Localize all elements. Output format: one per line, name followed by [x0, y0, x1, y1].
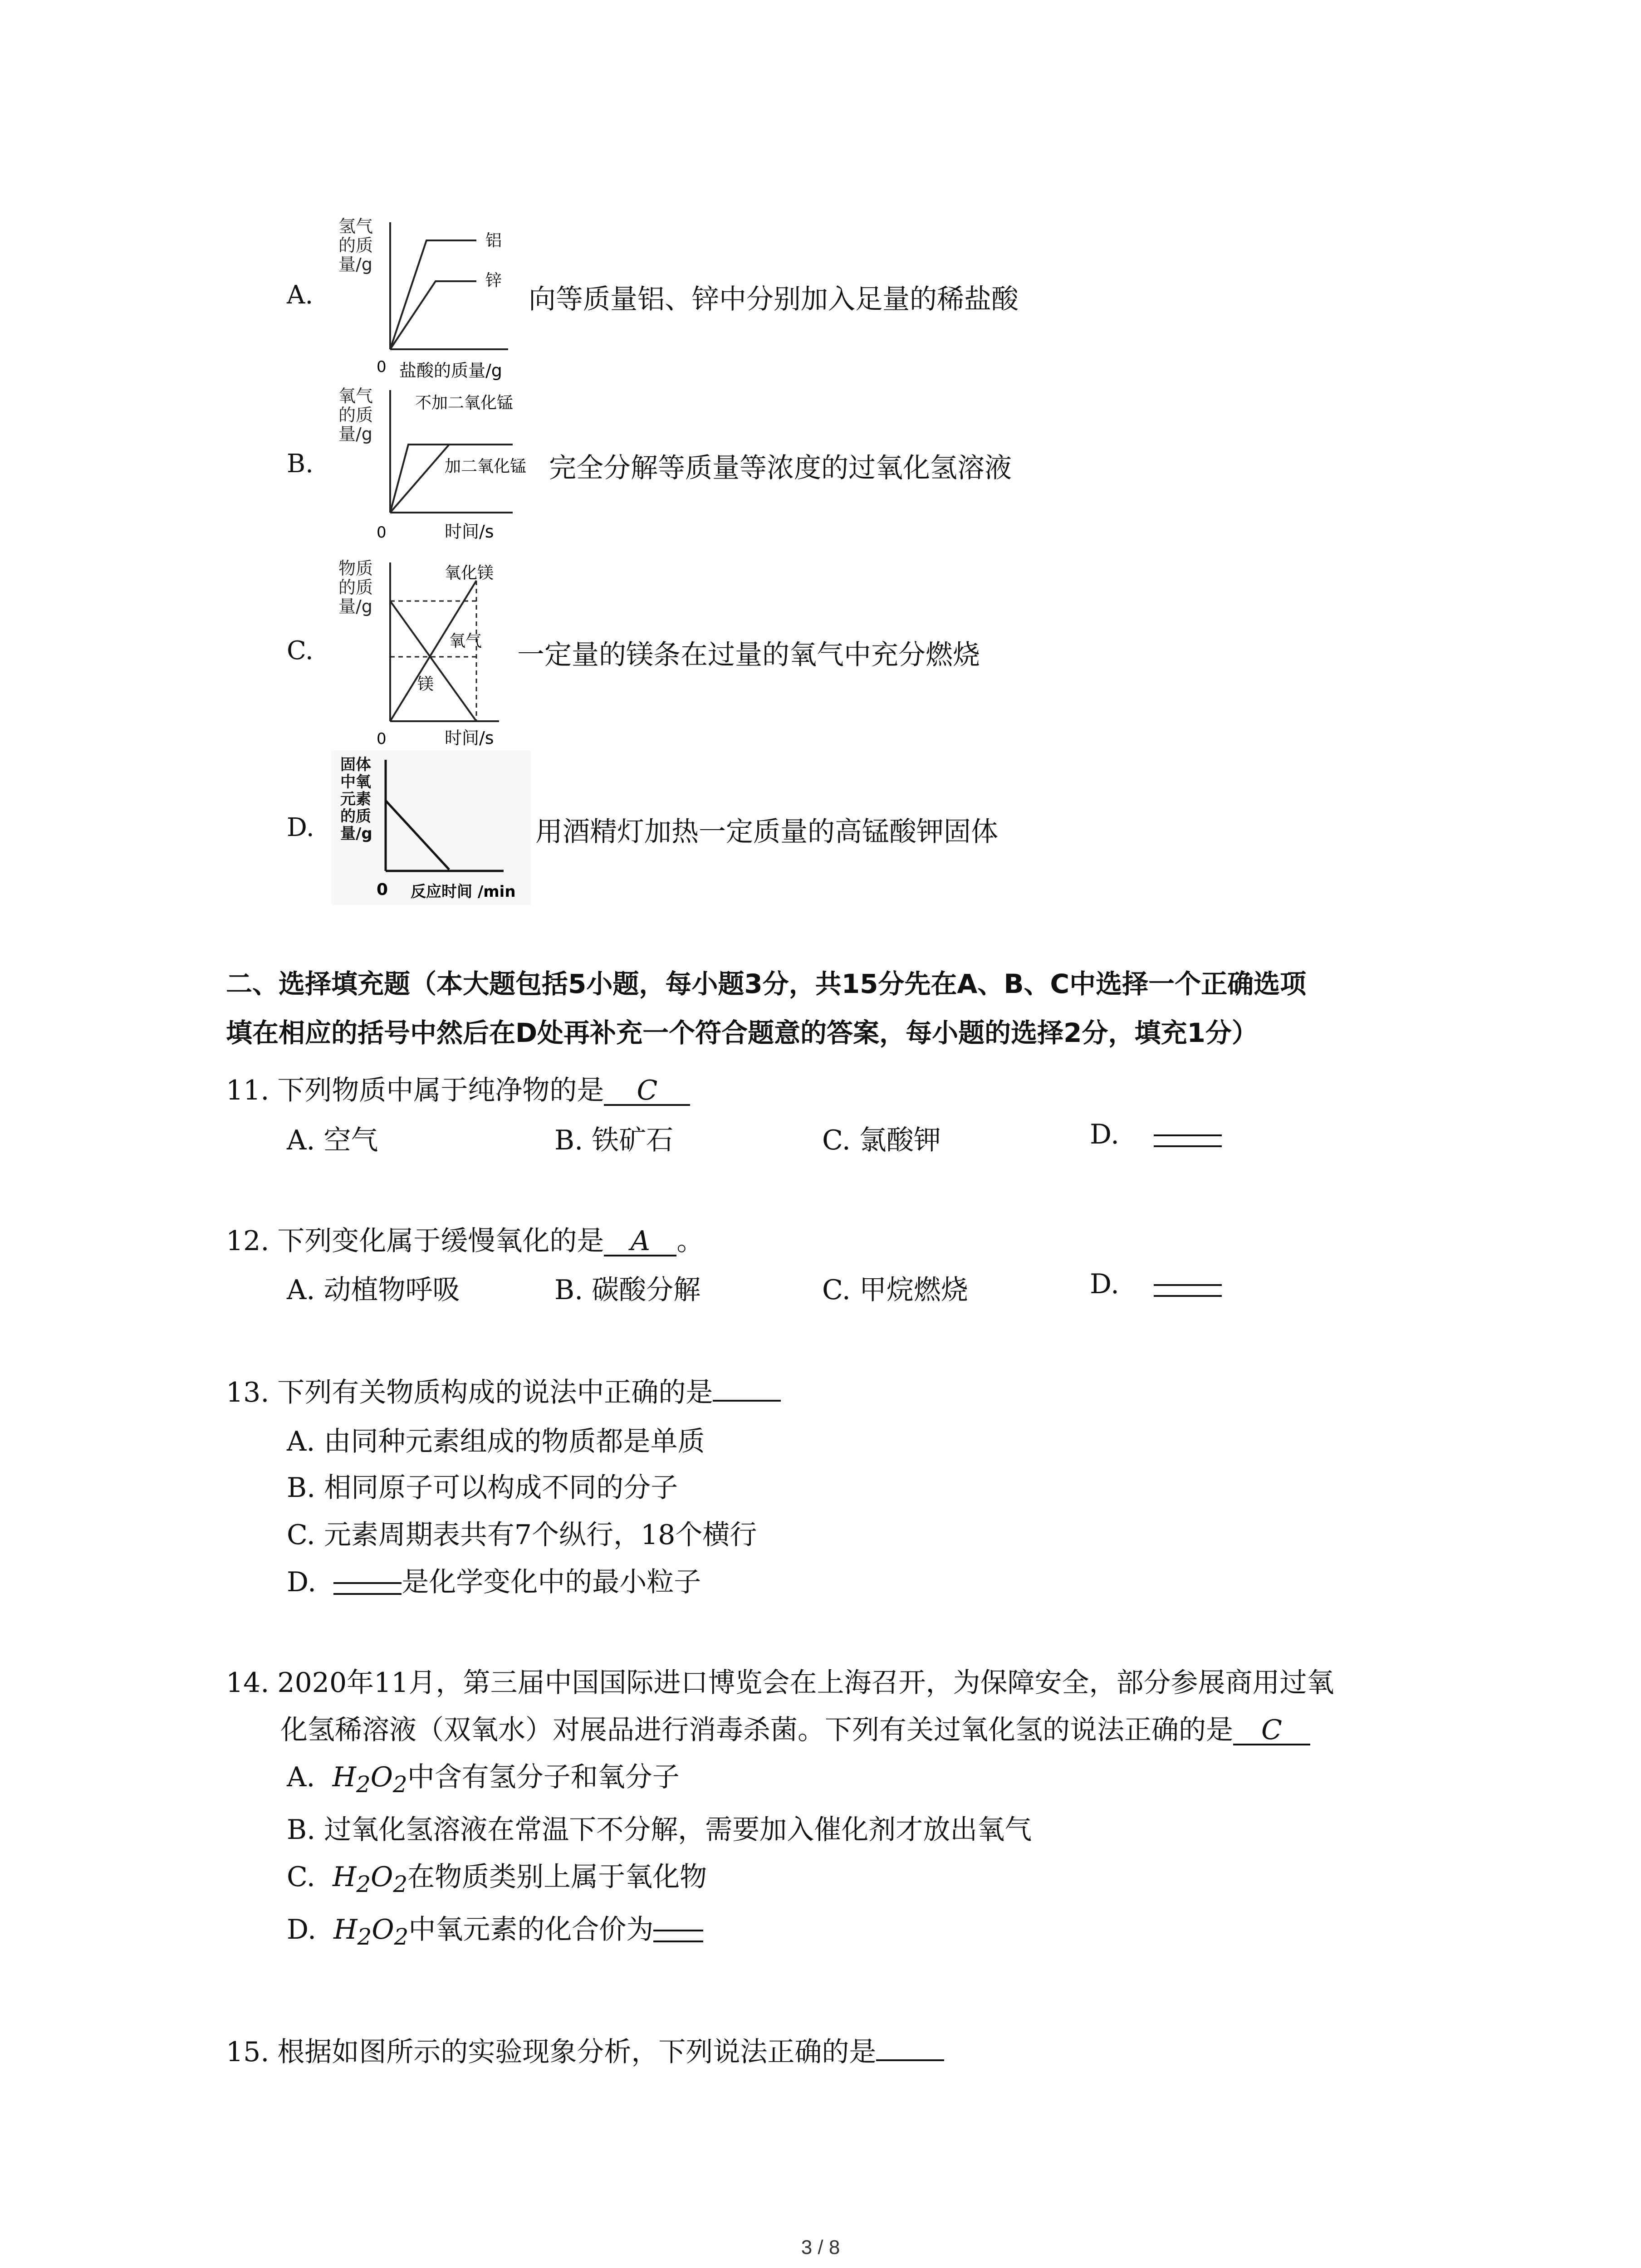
- q12-choice-a: A. 动植物呼吸: [287, 1274, 460, 1306]
- formula-h2o2: $H_2O_2$: [332, 1761, 407, 1798]
- graph-d-ylabel-5: 量/g: [340, 825, 372, 843]
- graph-a-origin: 0: [377, 358, 387, 376]
- choice-text: 是化学变化中的最小粒子: [402, 1566, 701, 1598]
- graph-c-ylabel-1: 物质: [338, 558, 373, 578]
- option-a-letter: A.: [287, 280, 314, 310]
- graph-b-series-2: 加二氧化锰: [445, 457, 527, 476]
- graph-b: [331, 381, 540, 562]
- option-c-letter: C.: [287, 636, 314, 665]
- question-13: [226, 1371, 781, 1410]
- graph-a-ylabel-3: 量/g: [338, 254, 372, 274]
- q12-choice-b: B. 碳酸分解: [554, 1274, 701, 1306]
- q14-choice-b: B. 过氧化氢溶液在常温下不分解，需要加入催化剂才放出氧气: [287, 1814, 1032, 1846]
- formula-h2o2: $H_2O_2$: [333, 1914, 409, 1950]
- choice-label: C.: [287, 1861, 315, 1893]
- choice-label: D.: [1090, 1268, 1120, 1300]
- graph-a-ylabel-1: 氢气: [338, 216, 373, 236]
- graph-d-origin: 0: [377, 880, 388, 899]
- graph-d-ylabel-4: 的质: [340, 807, 371, 826]
- section-title-line-2: 填在相应的括号中然后在D处再补充一个符合题意的答案，每小题的选择2分，填充1分）: [226, 1017, 1258, 1048]
- option-b-letter: B.: [287, 449, 314, 479]
- question-stem: 下列有关物质构成的说法中正确的是: [277, 1377, 713, 1408]
- graph-d-xlabel: 反应时间 /min: [411, 883, 516, 901]
- question-14-line-2: [280, 1708, 1310, 1747]
- fill-in-blank[interactable]: [333, 1582, 402, 1595]
- graph-b-ylabel-1: 氧气: [338, 386, 373, 406]
- choice-text: 在物质类别上属于氧化物: [407, 1861, 707, 1893]
- graph-c-ylabel-2: 的质: [338, 577, 373, 597]
- graph-b-xlabel: 时间/s: [445, 522, 494, 542]
- option-c-text: 一定量的镁条在过量的氧气中充分燃烧: [517, 639, 980, 671]
- q12-choice-c: C. 甲烷燃烧: [822, 1274, 968, 1306]
- graph-d-ylabel-1: 固体: [340, 756, 371, 774]
- option-b-text: 完全分解等质量等浓度的过氧化氢溶液: [549, 452, 1012, 484]
- graph-a-ylabel-2: 的质: [338, 235, 373, 255]
- question-12: [226, 1219, 704, 1258]
- q11-choice-b: B. 铁矿石: [554, 1124, 674, 1156]
- q13-choice-d: [287, 1560, 701, 1599]
- q13-choice-c: C. 元素周期表共有7个纵行，18个横行: [287, 1519, 757, 1551]
- question-stem: 化氢稀溶液（双氧水）对展品进行消毒杀菌。下列有关过氧化氢的说法正确的是: [280, 1714, 1233, 1746]
- fill-in-blank[interactable]: [1154, 1134, 1222, 1147]
- answer-blank[interactable]: [876, 2059, 944, 2061]
- graph-b-origin: 0: [377, 523, 387, 542]
- section-title-line-1: 二、选择填充题（本大题包括5小题，每小题3分，共15分先在A、B、C中选择一个正确选项: [226, 968, 1307, 999]
- graph-b-series-1: 不加二氧化锰: [415, 394, 514, 412]
- graph-c-ylabel-3: 量/g: [338, 596, 372, 616]
- q14-choice-a: [287, 1755, 680, 1798]
- answer-blank[interactable]: C: [604, 1077, 690, 1106]
- option-a-text: 向等质量铝、锌中分别加入足量的稀盐酸: [529, 284, 1019, 315]
- choice-text: 中含有氢分子和氧分子: [407, 1761, 680, 1793]
- q14-choice-c: [287, 1855, 707, 1897]
- fill-in-blank[interactable]: [1154, 1284, 1222, 1297]
- graph-d-ylabel-2: 中氧: [340, 773, 371, 791]
- graph-a-series-2: 锌: [485, 271, 502, 290]
- choice-label: D.: [1090, 1119, 1120, 1150]
- question-stem: 下列变化属于缓慢氧化的是: [277, 1225, 604, 1257]
- fill-in-blank[interactable]: [653, 1930, 703, 1942]
- question-number: 11.: [226, 1075, 269, 1106]
- graph-c-series-3: 镁: [417, 675, 434, 694]
- q13-choice-b: B. 相同原子可以构成不同的分子: [287, 1472, 678, 1504]
- question-14-line-1: [226, 1661, 1334, 1700]
- graph-a-xlabel: 盐酸的质量/g: [399, 361, 502, 381]
- answer-blank[interactable]: C: [1233, 1716, 1310, 1745]
- question-stem: 2020年11月，第三届中国国际进口博览会在上海召开，为保障安全，部分参展商用过氧: [277, 1667, 1334, 1699]
- choice-label: A.: [287, 1761, 315, 1793]
- choice-label: D.: [287, 1914, 317, 1945]
- graph-c-series-1: 氧化镁: [445, 564, 494, 582]
- question-number: 12.: [226, 1225, 269, 1257]
- question-stem: 下列物质中属于纯净物的是: [277, 1075, 604, 1106]
- q11-choice-c: C. 氯酸钾: [822, 1124, 941, 1156]
- q13-choice-a: A. 由同种元素组成的物质都是单质: [287, 1426, 705, 1457]
- q12-choice-d: [1090, 1268, 1222, 1300]
- graph-c-origin: 0: [377, 730, 387, 748]
- graph-c: [331, 553, 522, 753]
- question-stem: 根据如图所示的实验现象分析，下列说法正确的是: [277, 2036, 877, 2068]
- q14-choice-d: [287, 1908, 703, 1950]
- question-stem-end: 。: [676, 1225, 704, 1257]
- answer-blank[interactable]: [713, 1400, 781, 1402]
- graph-b-ylabel-2: 的质: [338, 405, 373, 425]
- choice-label: D.: [287, 1566, 317, 1598]
- option-d-text: 用酒精灯加热一定质量的高锰酸钾固体: [535, 816, 998, 848]
- graph-a-series-1: 铝: [485, 231, 502, 250]
- graph-d: [331, 751, 531, 905]
- formula-h2o2: $H_2O_2$: [333, 1861, 408, 1897]
- graph-c-series-2: 氧气: [449, 632, 482, 650]
- question-11: [226, 1069, 690, 1108]
- question-number: 15.: [226, 2036, 269, 2068]
- option-d-letter: D.: [287, 813, 314, 842]
- q11-choice-a: A. 空气: [287, 1124, 378, 1156]
- page-number: 3 / 8: [801, 2236, 840, 2258]
- graph-a: [331, 213, 513, 395]
- graph-d-ylabel-3: 元素: [340, 790, 371, 808]
- question-15: [226, 2030, 944, 2069]
- graph-c-xlabel: 时间/s: [445, 728, 494, 748]
- answer-blank[interactable]: A: [604, 1227, 676, 1256]
- q11-choice-d: [1090, 1119, 1222, 1150]
- graph-b-ylabel-3: 量/g: [338, 424, 372, 444]
- choice-text: 中氧元素的化合价为: [408, 1914, 654, 1945]
- question-number: 13.: [226, 1377, 269, 1408]
- question-number: 14.: [226, 1667, 269, 1699]
